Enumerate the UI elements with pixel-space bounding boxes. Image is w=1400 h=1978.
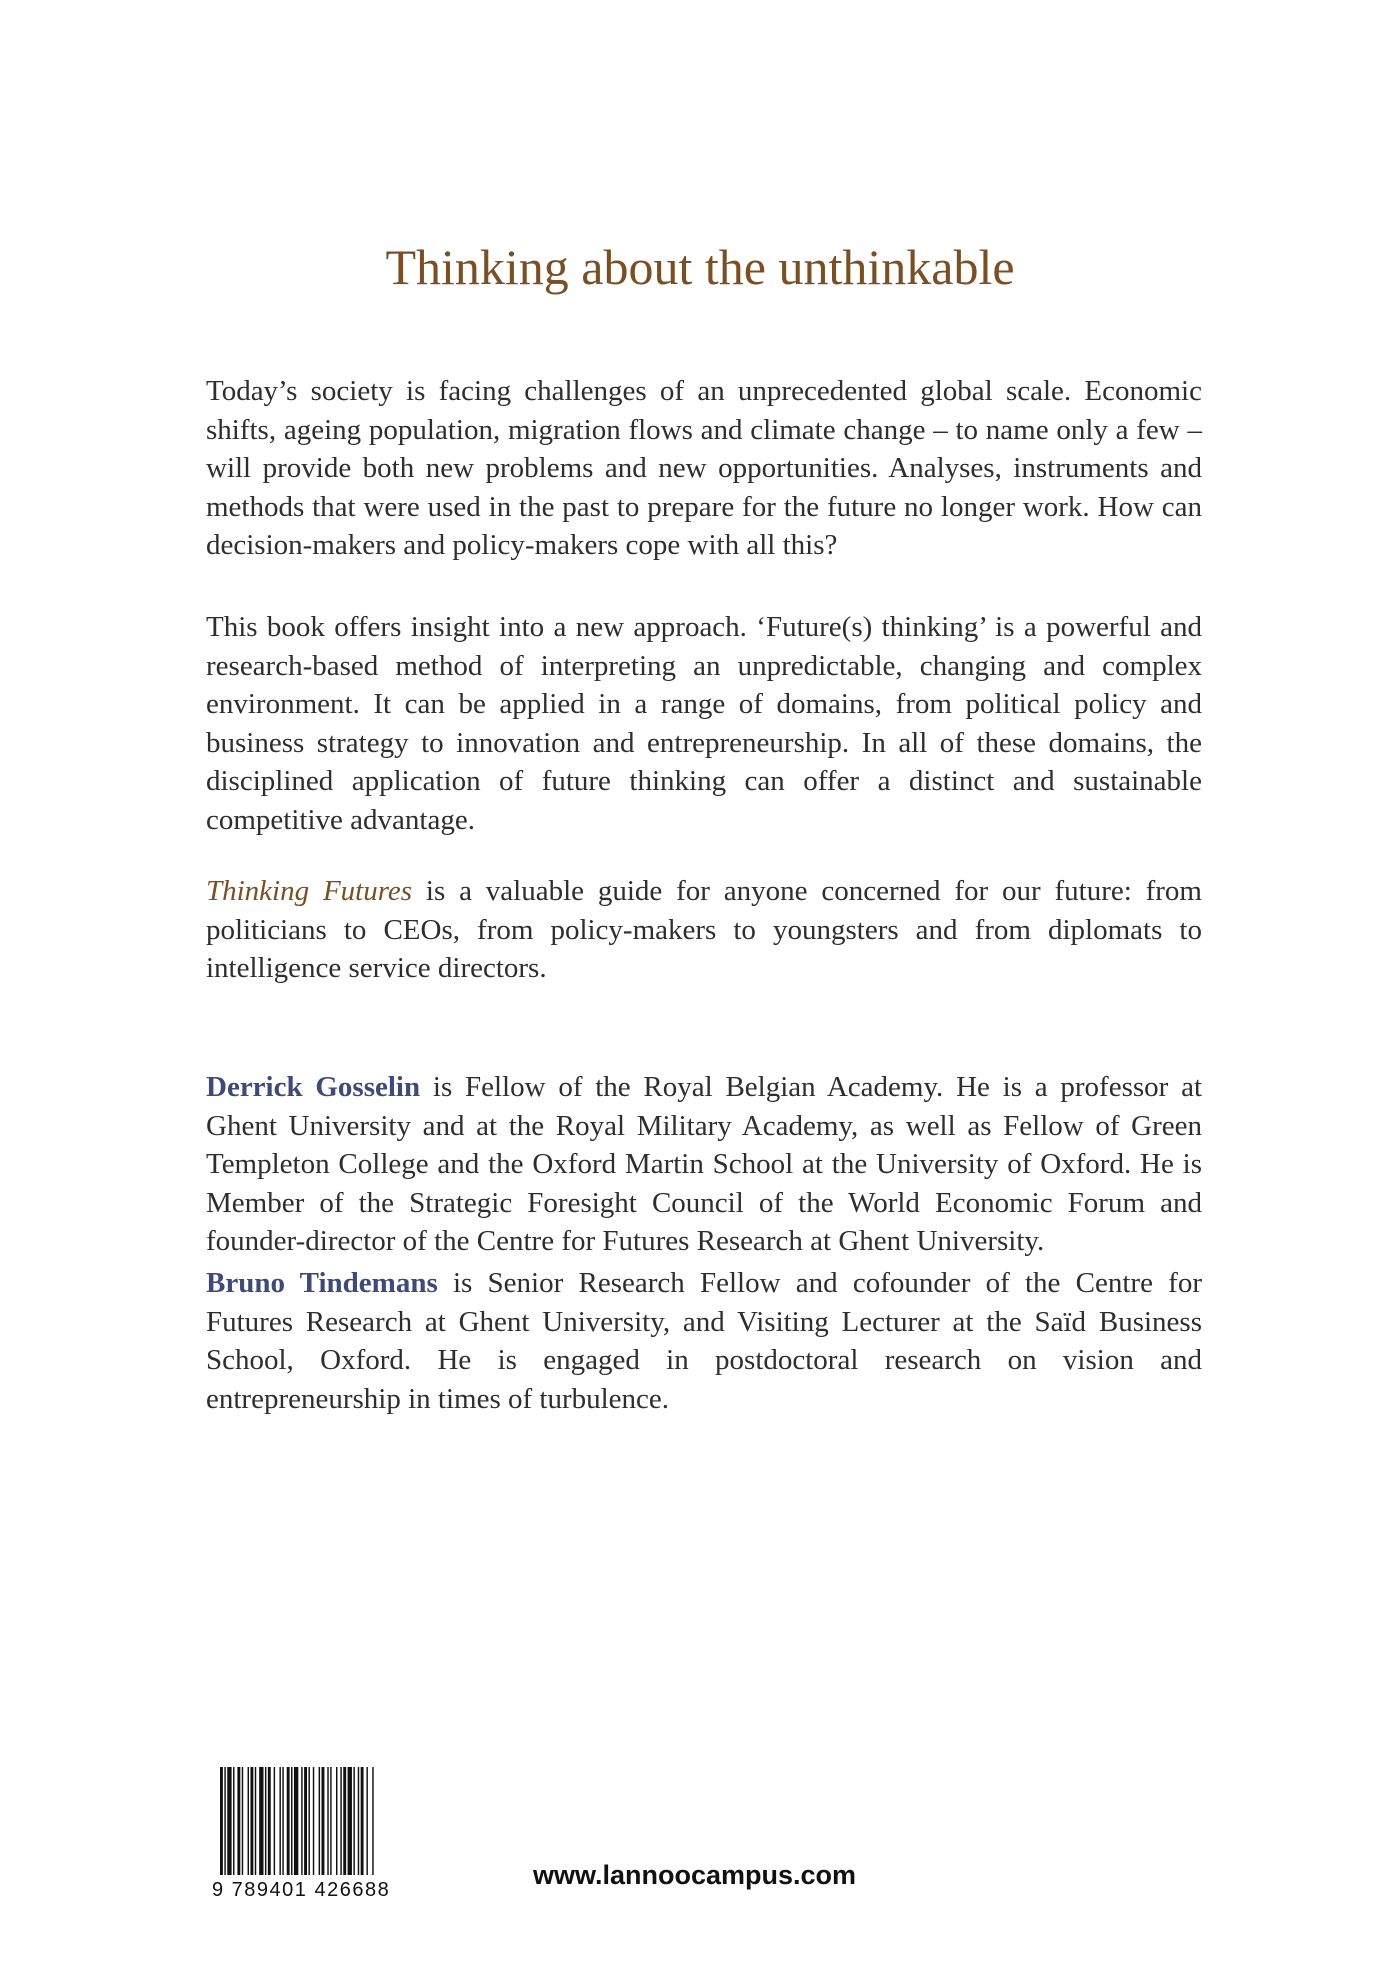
author-name: Derrick Gosselin (206, 1071, 421, 1103)
approach-paragraph: This book offers insight into a new approach. ‘Future(s) thinking’ is a powerful and research-based method of interpreting an unpredictable, changing and complex environment. It can be applied in a range of domains, from political policy and business strategy to innovation and entrepreneurship. In all of these domains, the disciplined application of future thinking can offer a distinct and sustainable competitive advantage. (206, 611, 1202, 836)
barcode-bar (372, 1767, 373, 1875)
barcode-bar (348, 1767, 352, 1875)
author-bio-text: is Fellow of the Royal Belgian Academy. He is a professor at Ghent University and at the Royal Military Academy, as well as Fellow of Green Templeton College and the Oxford Martin School at the University of Oxford. He is Member of the Strategic Foresight Council of the World Economic Forum and founder-director of the Centre for Futures Research at Ghent University. (206, 1071, 1202, 1258)
book-title-italic: Thinking Futures (206, 875, 413, 907)
barcode-bar (304, 1767, 307, 1875)
publisher-website: www.lannoocampus.com (533, 1860, 857, 1890)
barcode-bar (279, 1767, 280, 1875)
barcode-bar (353, 1767, 354, 1875)
barcode-bar (291, 1767, 292, 1875)
barcode-bar (274, 1767, 275, 1875)
barcode-bar (343, 1767, 346, 1875)
barcode-bar (287, 1767, 290, 1875)
barcode-bar (255, 1767, 256, 1875)
author-bio-text: is Senior Research Fellow and cofounder of the Centre for Futures Research at Ghent University, and Visiting Lecturer at the Saïd Business School, Oxford. He is engaged in postdoctoral research on vision and entrepreneurship in times of turbulence. (206, 1267, 1202, 1415)
barcode-bar (358, 1767, 359, 1875)
barcode-bar (308, 1767, 309, 1875)
barcode-bar (319, 1767, 320, 1875)
barcode-bar (340, 1767, 341, 1875)
barcode-bar (366, 1767, 367, 1875)
isbn-digits: 9 789401 426688 (212, 1879, 391, 1901)
barcode-bar (227, 1767, 231, 1875)
barcode-bar (268, 1767, 271, 1875)
barcode-bar (313, 1767, 314, 1875)
barcode-bar (248, 1767, 249, 1875)
author-name: Bruno Tindemans (206, 1267, 438, 1299)
barcode-bar (282, 1767, 283, 1875)
barcode-bar (322, 1767, 325, 1875)
barcode-bar (237, 1767, 240, 1875)
barcode-bar (242, 1767, 243, 1875)
barcode-bar (224, 1767, 225, 1875)
barcode-bar (327, 1767, 328, 1875)
barcode-bar (259, 1767, 263, 1875)
page-title: Thinking about the unthinkable (385, 239, 1015, 295)
barcode-bar (301, 1767, 302, 1875)
intro-paragraph: Today’s society is facing challenges of an unprecedented global scale. Economic shifts, ageing population, migration flows and climate change – to name only a few – will provide both new problems and new opportunities. Analyses, instruments and methods that were used in the past to prepare for the future no longer work. How can decision-makers and policy-makers cope with all this? (206, 375, 1202, 562)
barcode-bar (220, 1767, 223, 1875)
barcode-bar (250, 1767, 253, 1875)
barcode-bar (294, 1767, 298, 1875)
audience-text: is a valuable guide for anyone concerned for our future: from politicians to CEOs, from policy-makers to youngsters and from diplomats to intelligence service directors. (206, 875, 1202, 985)
barcode-bars (220, 1767, 420, 1875)
barcode-bar (361, 1767, 364, 1875)
barcode-bar (336, 1767, 337, 1875)
author-bio-tindemans (206, 1264, 1202, 1418)
audience-paragraph (206, 872, 1202, 988)
barcode-bar (233, 1767, 234, 1875)
isbn-barcode (212, 1767, 424, 1902)
barcode-bar (265, 1767, 266, 1875)
author-bio-gosselin (206, 1068, 1202, 1261)
barcode-bar (330, 1767, 331, 1875)
